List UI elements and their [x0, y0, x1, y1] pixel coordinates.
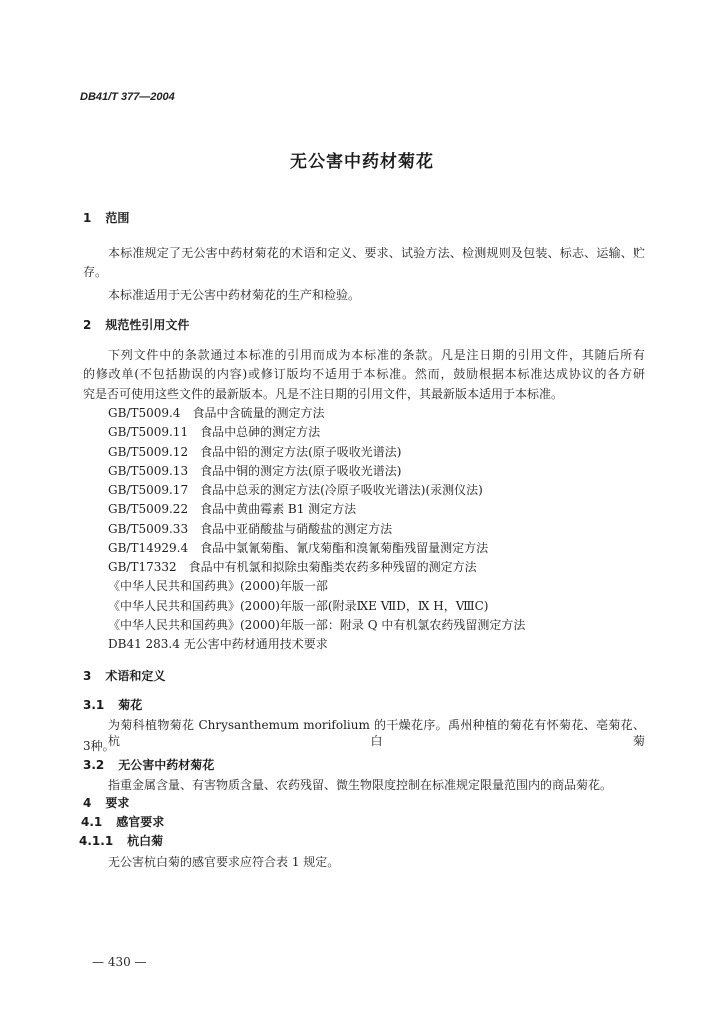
- section-3-number: 3: [83, 669, 92, 683]
- section-3-1-number: 3.1: [83, 698, 105, 712]
- section-3-1-title: 菊花: [118, 698, 143, 712]
- section-4-1-number: 4.1: [81, 815, 103, 829]
- reference-code: GB/T14929.4: [108, 540, 189, 555]
- reference-title: 食品中氯氰菊酯、氰戊菊酯和溴氰菊酯残留量测定方法: [200, 540, 489, 555]
- section-2-heading: [83, 317, 189, 333]
- section-1-para-1-line-2: 存。: [83, 265, 108, 279]
- reference-title: 食品中含硫量的测定方法: [192, 406, 325, 420]
- reference-item: [108, 482, 648, 501]
- section-3-1-para-line-1: 为菊科植物菊花 Chrysanthemum morifolium 的干燥花序。禹州种植的菊花有怀菊花、亳菊花、杭白菊: [108, 718, 645, 748]
- reference-code: GB/T5009.4: [108, 406, 181, 420]
- section-3-1-para-line-2: 3种。: [83, 739, 115, 753]
- reference-list: [108, 405, 648, 655]
- reference-title: 食品中总汞的测定方法(冷原子吸收光谱法)(汞测仪法): [200, 483, 483, 497]
- reference-code: GB/T5009.12: [108, 444, 189, 459]
- reference-code: GB/T5009.13: [108, 463, 189, 478]
- section-3-2-para: 指重金属含量、有害物质含量、农药残留、微生物限度控制在标准规定限量范围内的商品菊花。: [108, 778, 613, 792]
- reference-item: [108, 598, 648, 617]
- section-4-title: 要求: [105, 796, 130, 810]
- reference-title: 《中华人民共和国药典》(2000)年版一部(附录ⅨE ⅦD，Ⅸ H，ⅧC): [108, 598, 489, 613]
- reference-code: GB/T5009.11: [108, 425, 189, 440]
- reference-item: [108, 559, 648, 578]
- section-4-1-1-heading: [79, 833, 163, 849]
- reference-item: [108, 501, 648, 520]
- section-2-para-line-2: 的修改单(不包括勘误的内容)或修订版均不适用于本标准。然而，鼓励根据本标准达成协议的各方研: [83, 367, 645, 381]
- page-number: — 430 —: [92, 955, 147, 969]
- reference-title: 食品中总砷的测定方法: [200, 425, 321, 440]
- section-1-number: 1: [83, 211, 92, 225]
- section-4-1-title: 感官要求: [116, 815, 165, 829]
- section-4-heading: [83, 795, 129, 811]
- reference-code: GB/T5009.33: [108, 521, 189, 536]
- reference-item: [108, 463, 648, 482]
- page-title: 无公害中药材菊花: [290, 152, 434, 172]
- reference-item: [108, 405, 648, 424]
- section-1-title: 范围: [105, 211, 130, 225]
- reference-code: GB/T17332: [108, 560, 177, 574]
- section-2-para-line-3: 究是否可使用这些文件的最新版本。凡是不注日期的引用文件，其最新版本适用于本标准。: [83, 387, 564, 401]
- section-2-title: 规范性引用文件: [105, 318, 190, 332]
- section-1-para-1-line-1: 本标准规定了无公害中药材菊花的术语和定义、要求、试验方法、检测规则及包装、标志、运输、贮: [108, 246, 645, 260]
- reference-item: [108, 424, 648, 443]
- section-1-heading: [83, 210, 129, 226]
- reference-code: GB/T5009.17: [108, 483, 189, 497]
- reference-item: [108, 540, 648, 559]
- section-3-title: 术语和定义: [105, 669, 166, 683]
- section-4-1-heading: [81, 814, 164, 830]
- reference-title: DB41 283.4 无公害中药材通用技术要求: [108, 637, 328, 651]
- section-4-1-1-title: 杭白菊: [127, 834, 164, 848]
- section-3-2-title: 无公害中药材菊花: [118, 758, 215, 772]
- reference-title: 食品中铅的测定方法(原子吸收光谱法): [200, 444, 402, 459]
- reference-item: [108, 444, 648, 463]
- section-2-para-line-1: 下列文件中的条款通过本标准的引用而成为本标准的条款。凡是注日期的引用文件，其随后所有: [108, 348, 645, 362]
- reference-title: 食品中黄曲霉素 B1 测定方法: [200, 502, 357, 517]
- section-4-para: 无公害杭白菊的感官要求应符合表 1 规定。: [108, 855, 340, 869]
- section-3-2-number: 3.2: [83, 758, 105, 772]
- reference-code: GB/T5009.22: [108, 502, 189, 517]
- reference-item: [108, 521, 648, 540]
- section-2-number: 2: [83, 318, 92, 332]
- reference-item: [108, 578, 648, 597]
- reference-title: 食品中铜的测定方法(原子吸收光谱法): [200, 463, 402, 478]
- reference-title: 食品中有机氯和拟除虫菊酯类农药多种残留的测定方法: [188, 560, 477, 574]
- section-1-para-2: 本标准适用于无公害中药材菊花的生产和检验。: [108, 288, 361, 302]
- reference-item: [108, 636, 648, 655]
- reference-title: 《中华人民共和国药典》(2000)年版一部: [108, 579, 328, 594]
- reference-title: 食品中亚硝酸盐与硝酸盐的测定方法: [200, 521, 393, 536]
- section-4-1-1-number: 4.1.1: [79, 834, 114, 848]
- section-3-1-heading: [83, 697, 142, 713]
- reference-title: 《中华人民共和国药典》(2000)年版一部：附录 Q 中有机氯农药残留测定方法: [108, 617, 526, 632]
- reference-item: [108, 617, 648, 636]
- section-3-2-heading: [83, 757, 214, 773]
- section-4-number: 4: [83, 796, 92, 810]
- section-3-heading: [83, 668, 165, 684]
- document-code: DB41/T 377—2004: [80, 91, 175, 103]
